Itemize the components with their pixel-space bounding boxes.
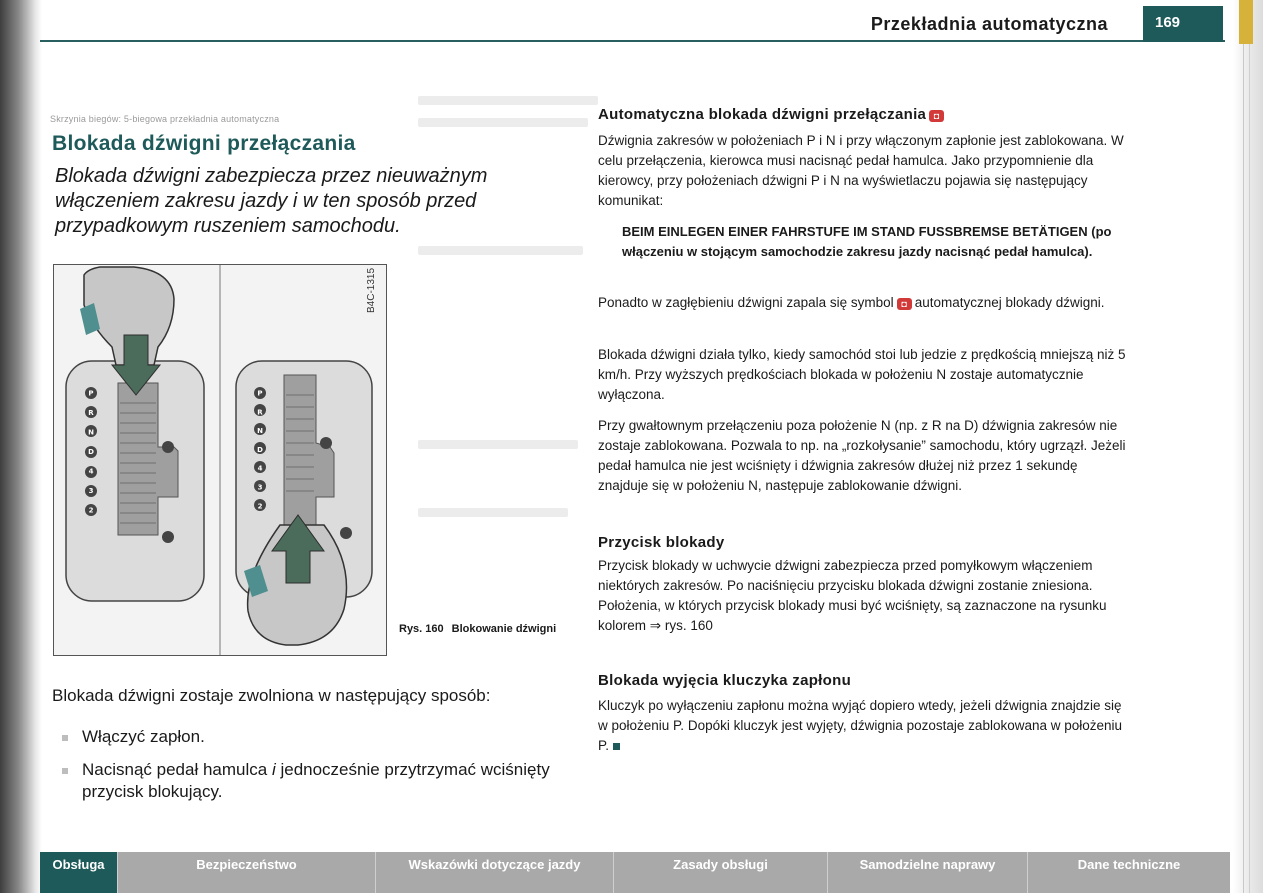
bleed-through: [418, 440, 578, 449]
list-item: [62, 726, 582, 748]
paragraph-text: Kluczyk po wyłączeniu zapłonu można wyjąć dopiero wtedy, jeżeli dźwignia znajdzie się w położeniu P. Dopóki kluczyk jest wyjęty, dźwignia pozostaje zablokowana w położeniu P.: [598, 698, 1123, 753]
paragraph: Blokada dźwigni działa tylko, kiedy samochód stoi lub jedzie z prędkością mniejszą niż 5 km/h. Przy wyższych prędkościach blokada w położeniu N zostaje automatycznie wyłączona.: [598, 347, 1126, 402]
bleed-through: [418, 246, 583, 255]
heading-automatic-lock: [598, 106, 947, 123]
page-edge-right: [1233, 0, 1263, 893]
figure-caption: [399, 622, 569, 637]
gate-position-label: 4: [88, 467, 94, 476]
footer-nav: [40, 852, 1230, 893]
lock-warning-icon: ◘: [929, 110, 944, 122]
page-number: 169: [1143, 6, 1223, 42]
figure-code: B4C-1315: [366, 267, 377, 313]
gate-position-label: D: [257, 445, 263, 454]
step-text: Włączyć zapłon.: [82, 727, 205, 746]
bleed-through: [418, 118, 588, 127]
bleed-through: [418, 96, 598, 105]
heading-text: Automatyczna blokada dźwigni przełączania: [598, 106, 927, 123]
section-lead: Blokada dźwigni zabezpiecza przez nieuważnym włączeniem zakresu jazdy i w ten sposób przed przypadkowym ruszeniem samochodu.: [55, 165, 488, 237]
paragraph: Przycisk blokady w uchwycie dźwigni zabezpiecza przed pomyłkowym włączeniem niektórych zakresów. Po naciśnięciu przycisku blokada dźwigni zostanie zniesiona. Położenia, w których przycisk blokady musi być wciśnięty, są zaznaczone na rysunku kolorem ⇒ rys. 160: [598, 558, 1107, 633]
gate-position-label: D: [88, 448, 94, 456]
tab-zasady-obslugi[interactable]: Zasady obsługi: [614, 852, 828, 893]
step-text: Nacisnąć pedał hamulca: [82, 760, 272, 779]
message-german: BEIM EINLEGEN EINER FAHRSTUFE IM STAND FUSSBREMSE BETÄTIGEN: [622, 224, 1088, 239]
gate-position-label: P: [88, 389, 94, 398]
tab-samodzielne-naprawy[interactable]: Samodzielne naprawy: [828, 852, 1028, 893]
gate-position-label: N: [257, 427, 263, 436]
page-tab-marker: [1239, 0, 1253, 44]
heading-key-lock: Blokada wyjęcia kluczyka zapłonu: [598, 672, 852, 689]
gate-position-label: R: [257, 408, 263, 417]
page-edge-shadow: [0, 0, 42, 893]
list-item: [62, 759, 582, 803]
gate-position-label: 2: [257, 502, 263, 511]
gate-position-label: N: [88, 428, 94, 437]
breadcrumb: Skrzynia biegów: 5-biegowa przekładnia automatyczna: [50, 114, 280, 124]
tab-dane-techniczne[interactable]: Dane techniczne: [1077, 857, 1181, 872]
tab-obsluga[interactable]: Obsługa: [40, 852, 118, 893]
paragraph: [598, 696, 1126, 756]
dashboard-message: [622, 222, 1112, 262]
paragraph-text: automatycznej blokady dźwigni.: [914, 295, 1105, 310]
header-rule: [40, 40, 1225, 42]
step-emphasis: i: [271, 760, 276, 779]
gate-position-label: P: [257, 389, 263, 398]
gate-position-label: 3: [257, 483, 263, 492]
paragraph-text: Ponadto w zagłębieniu dźwigni zapala się symbol: [598, 295, 894, 310]
paragraph: [598, 293, 1126, 313]
end-of-section-marker: [613, 743, 620, 750]
lock-warning-icon: ◘: [897, 298, 912, 310]
gate-position-label: 4: [257, 464, 263, 473]
message-translation: (po włączeniu w stojącym samochodzie zakresu jazdy nacisnąć pedał hamulca).: [622, 224, 1112, 259]
gate-position-label: 3: [88, 487, 94, 495]
figure-caption-text: Blokowanie dźwigni: [451, 623, 557, 635]
bleed-through: [418, 508, 568, 517]
section-title: Blokada dźwigni przełączania: [52, 132, 356, 155]
heading-lock-button: Przycisk blokady: [598, 534, 725, 551]
tab-wskazowki-jazdy[interactable]: Wskazówki dotyczące jazdy: [376, 852, 614, 893]
paragraph: Dźwignia zakresów w położeniach P i N i przy włączonym zapłonie jest zablokowana. W celu przełączenia, kierowca musi nacisnąć pedał hamulca. Jako przypomnienie dla kierowcy, przy położeniach dźwigni P i N na wyświetlaczu pojawia się następujący komunikat:: [598, 133, 1124, 208]
figure-caption-number: Rys. 160: [399, 623, 444, 635]
gate-position-label: 2: [88, 506, 94, 515]
gate-position-label: R: [88, 409, 94, 417]
step-text: jednocześnie przytrzymać wciśnięty przycisk blokujący.: [82, 760, 550, 801]
release-intro: Blokada dźwigni zostaje zwolniona w następujący sposób:: [52, 686, 491, 705]
release-steps: [62, 726, 582, 814]
running-header-title: Przekładnia automatyczna: [870, 14, 1108, 34]
figure-gear-lever-lock: [53, 264, 387, 656]
tab-bezpieczenstwo[interactable]: Bezpieczeństwo: [118, 852, 376, 893]
paragraph: Przy gwałtownym przełączeniu poza położenie N (np. z R na D) dźwignia zakresów nie zostaje zablokowana. Pozwala to np. na „rozkołysanie” samochodu, który ugrzązł. Jeżeli pedał hamulca nie jest wciśnięty i dźwignia zakresów dłużej niż przez 1 sekundę znajduje się w położeniu N, następuje zablokowanie dźwigni.: [598, 418, 1126, 493]
gear-lever-illustration: [54, 265, 386, 655]
